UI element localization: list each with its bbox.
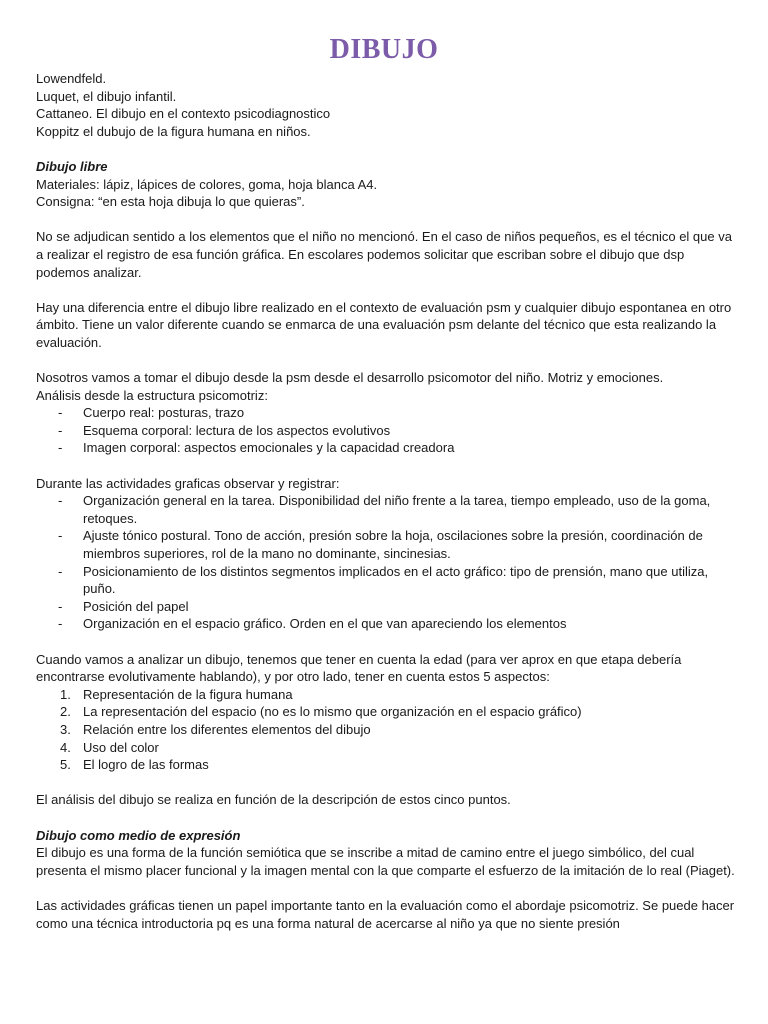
paragraph: Durante las actividades graficas observar y registrar: [36,475,340,491]
list-item-text: Uso del color [83,739,159,755]
observation-list [36,492,736,633]
paragraph: Análisis desde la estructura psicomotriz: [36,387,268,403]
paragraph: No se adjudican sentido a los elementos que el niño no mencionó. En el caso de niños pequeños, es el técnico el que va a realizar el registro de esa función gráfica. En escolares podemos solicitar que escriban sobre el dibujo que dsp podemos analizar. [36,229,732,280]
list-item-text: Relación entre los diferentes elementos del dibujo [83,721,371,737]
list-item: - Organización en el espacio gráfico. Orden en el que van apareciendo los elementos [36,615,736,633]
list-item [36,686,736,704]
list-number: 3. [60,721,71,737]
reference-line: Lowendfeld. [36,71,107,86]
list-item [36,739,736,757]
paragraph: Hay una diferencia entre el dibujo libre realizado en el contexto de evaluación psm y cualquier dibujo espontanea en otro ámbito. Tiene un valor diferente cuando se enmarca de una evaluación psm delante del técnico que esta realizando la evaluación. [36,299,732,350]
list-item-text: La representación del espacio (no es lo mismo que organización en el espacio gráfico) [83,704,582,720]
list-number: 1. [60,686,71,702]
list-item: - Esquema corporal: lectura de los aspectos evolutivos [36,422,736,440]
paragraph: Cuando vamos a analizar un dibujo, tenemos que tener en cuenta la edad (para ver aprox en que etapa debería encontrarse evolutivamente hablando), y por otro lado, tener en cuenta estos 5 aspectos: [36,651,682,685]
analysis-aspects-list [36,686,736,774]
paragraph: Las actividades gráficas tienen un papel importante tanto en la evaluación como el abordaje psicomotriz. Se puede hacer como una técnica introductoria pq es una forma natural de acercarse al niño ya que no siente presión [36,897,735,931]
section-heading-expresion: Dibujo como medio de expresión [36,827,241,843]
list-item-text: Representación de la figura humana [83,686,293,702]
list-item: - Imagen corporal: aspectos emocionales y la capacidad creadora [36,439,736,457]
list-item: - Posicionamiento de los distintos segmentos implicados en el acto gráfico: tipo de prensión, mano que utiliza, puño. [36,563,736,598]
instruction-line: Consigna: “en esta hoja dibuja lo que quieras”. [36,194,305,210]
materials-line: Materiales: lápiz, lápices de colores, goma, hoja blanca A4. [36,176,378,192]
reference-line: Cattaneo. El dibujo en el contexto psicodiagnostico [36,106,331,122]
reference-line: Luquet, el dibujo infantil. [36,88,177,104]
paragraph: El dibujo es una forma de la función semiótica que se inscribe a mitad de camino entre el juego simbólico, del cual presenta el mismo placer funcional y la imagen mental con la que comparte el esfuerzo de la imitación de lo real (Piaget). [36,845,735,878]
page-title: DIBUJO [329,34,439,65]
list-item-text: El logro de las formas [83,757,209,773]
section-heading-dibujo-libre: Dibujo libre [36,158,108,174]
list-item [36,756,736,774]
list-number: 2. [60,704,71,720]
list-item [36,703,736,721]
paragraph: Nosotros vamos a tomar el dibujo desde la psm desde el desarrollo psicomotor del niño. Motriz y emociones. [36,370,664,386]
list-number: 4. [60,739,71,755]
list-item [36,721,736,739]
paragraph: El análisis del dibujo se realiza en función de la descripción de estos cinco puntos. [36,792,511,808]
psychomotor-structure-list [36,404,736,457]
document-body [36,70,736,932]
list-number: 5. [60,757,71,773]
list-item: - Cuerpo real: posturas, trazo [36,404,736,422]
list-item: - Organización general en la tarea. Disponibilidad del niño frente a la tarea, tiempo empleado, uso de la goma, retoques. [36,492,736,527]
reference-line: Koppitz el dubujo de la figura humana en niños. [36,123,311,139]
list-item: - Ajuste tónico postural. Tono de acción, presión sobre la hoja, oscilaciones sobre la presión, coordinación de miembros superiores, rol de la mano no dominante, sincinesias. [36,527,736,562]
list-item: - Posición del papel [36,598,736,616]
